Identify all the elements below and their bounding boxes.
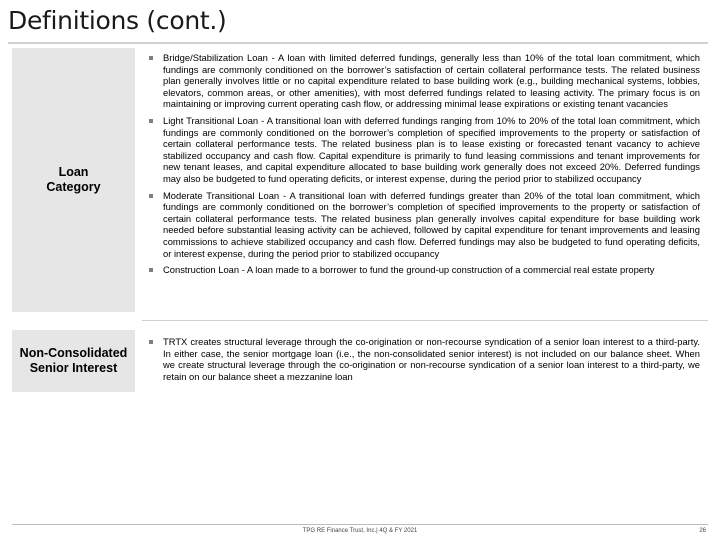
square-bullet-icon <box>149 268 153 272</box>
footer-text: TPG RE Finance Trust, Inc.| 4Q & FY 2021 <box>302 528 418 534</box>
section-divider <box>142 320 708 321</box>
senior-interest-label-line-2: Senior Interest <box>29 361 118 375</box>
square-bullet-icon <box>149 119 153 123</box>
list-item <box>146 52 700 110</box>
senior-interest-definition: TRTX creates structural leverage through the co-origination or non-recourse syndication of a senior loan interest to a third-party. In either case, the senior mortgage loan (i.e., the non-consolidated senior interest) is not included on our balance sheet. When we create structural leverage through the co-origination or non-recourse syndication of a senior loan interest to a third-party, we retain on our balance sheet a mezzanine loan <box>163 336 700 382</box>
light-transitional-loan-definition: Light Transitional Loan - A transitional loan with deferred fundings ranging from 10% to 20% of the total loan commitment, which fundings are commonly conditioned on the borrower’s completion of specified improvements to the property or satisfaction of certain collateral performance tests. The related business plan is to lease existing or forecasted tenant vacancy to achieve stabilized occupancy and cash flow. Capital expenditure is primarily to fund leasing commissions and tenant improvements for new tenant leases, and capital expenditure allocated to base building work generally does not exceed 20%. Deferred fundings may also be budgeted to fund operating deficits, or interest expense, during the period prior to stabilized occupancy <box>163 114 700 184</box>
moderate-transitional-loan-definition: Moderate Transitional Loan - A transitional loan with deferred fundings greater than 20% of the total loan commitment, which fundings are commonly conditioned on the borrower’s completion of specified improvements to the property or satisfaction of certain collateral performance tests. The related business plan generally involves capital expenditure for base building work needed before substantial leasing activity can be achieved, followed by capital expenditure for tenant improvements and leasing commissions to achieve stabilized occupancy and cash flow. Deferred fundings may also be budgeted to fund operating deficits, or interest expense, during the period prior to stabilized occupancy <box>163 189 700 259</box>
list-item <box>146 264 700 276</box>
square-bullet-icon <box>149 194 153 198</box>
senior-interest-label-line-1: Non-Consolidated <box>19 346 128 360</box>
page-number: 26 <box>699 528 706 534</box>
page-title: Definitions (cont.) <box>8 6 227 35</box>
senior-interest-label <box>12 330 135 392</box>
loan-category-label-line-1: Loan <box>58 165 89 179</box>
loan-category-label <box>12 48 135 312</box>
list-item <box>146 190 700 260</box>
loan-category-label-line-2: Category <box>46 180 101 194</box>
construction-loan-definition: Construction Loan - A loan made to a borrower to fund the ground-up construction of a commercial real estate property <box>163 264 655 276</box>
bridge-loan-definition: Bridge/Stabilization Loan - A loan with limited deferred fundings, generally less than 10% of the total loan commitment, which fundings are commonly conditioned on the borrower’s satisfaction of certain collateral performance tests. The related business plan generally involves little or no capital expenditure related to base building work (e.g., building mechanical systems, lobbies, elevators, common areas, or other amenities), with most deferred fundings related to leasing activity. The primary focus is on maintaining or improving current operating cash flow, or addressing minimal lease expirations or existing tenant vacancies <box>163 52 700 110</box>
square-bullet-icon <box>149 340 153 344</box>
list-item <box>146 115 700 185</box>
title-divider <box>8 42 708 44</box>
list-item <box>146 336 700 382</box>
footer-divider <box>12 524 708 525</box>
loan-category-list <box>146 52 700 281</box>
square-bullet-icon <box>149 56 153 60</box>
senior-interest-list <box>146 336 700 387</box>
